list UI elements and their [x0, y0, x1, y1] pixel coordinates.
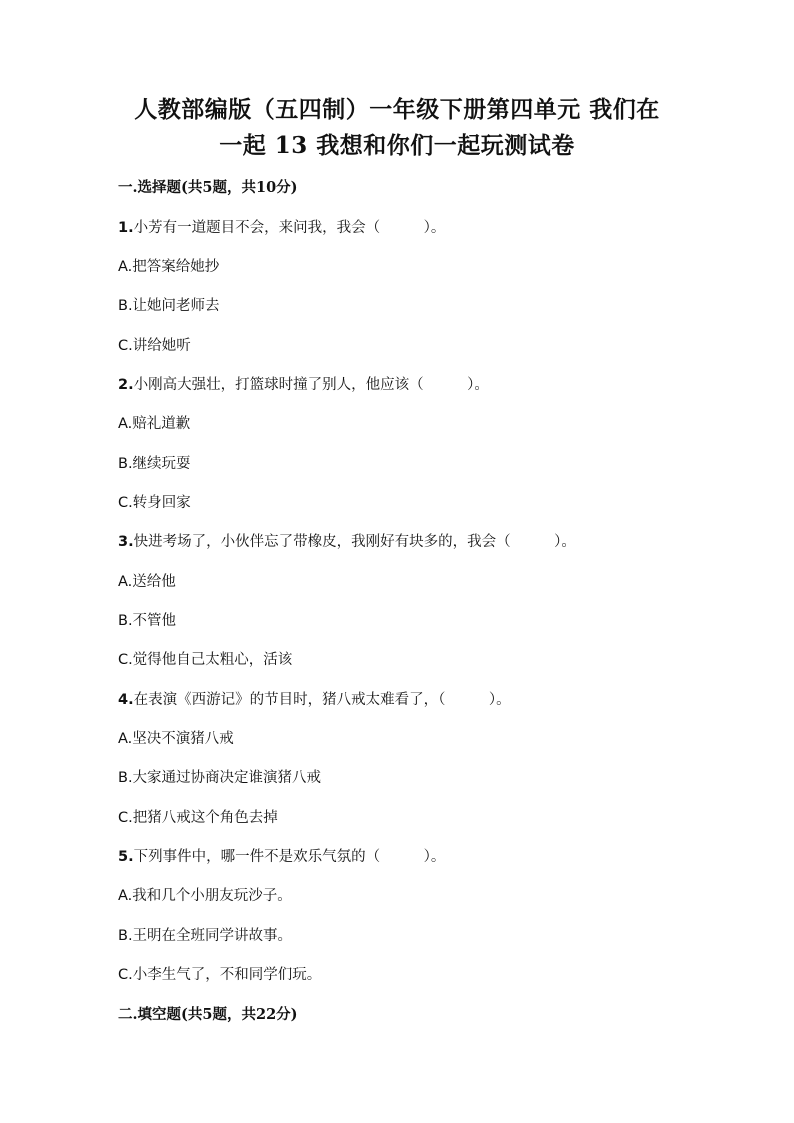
question-stem: 快进考场了，小伙伴忘了带橡皮，我刚好有块多的，我会（ ）。 — [133, 534, 576, 550]
question-stem: 小芳有一道题目不会，来问我，我会（ ）。 — [133, 220, 446, 236]
question-2 — [118, 375, 489, 395]
question-4-option-b: B.大家通过协商决定谁演猪八戒 — [118, 770, 322, 786]
question-2-option-b: B.继续玩耍 — [118, 456, 191, 472]
question-3-option-a: A.送给他 — [118, 574, 176, 590]
question-5-option-c: C.小李生气了，不和同学们玩。 — [118, 967, 322, 983]
question-number: 3. — [118, 534, 134, 550]
question-stem: 下列事件中，哪一件不是欢乐气氛的（ ）。 — [133, 849, 446, 865]
question-stem: 小刚高大强壮，打篮球时撞了别人，他应该（ ）。 — [133, 377, 489, 393]
question-3 — [118, 532, 576, 552]
question-number: 5. — [118, 849, 134, 865]
question-1-option-c: C.讲给她听 — [118, 338, 191, 354]
question-3-option-b: B.不管他 — [118, 613, 177, 629]
question-4-option-a: A.坚决不演猪八戒 — [118, 731, 234, 747]
exam-title-line-2: 一起 13 我想和你们一起玩测试卷 — [219, 132, 575, 159]
section-heading-choice: 一.选择题(共5题，共10分) — [118, 179, 298, 196]
question-5 — [118, 847, 445, 867]
question-1-option-b: B.让她问老师去 — [118, 298, 220, 314]
question-4-option-c: C.把猪八戒这个角色去掉 — [118, 810, 278, 826]
question-1 — [118, 218, 445, 238]
question-2-option-a: A.赔礼道歉 — [118, 416, 191, 432]
question-3-option-c: C.觉得他自己太粗心，活该 — [118, 652, 293, 668]
exam-title-line-1: 人教部编版（五四制）一年级下册第四单元 我们在 — [134, 96, 660, 123]
question-2-option-c: C.转身回家 — [118, 495, 191, 511]
section-heading-fill-in: 二.填空题(共5题，共22分) — [118, 1006, 298, 1023]
question-1-option-a: A.把答案给她抄 — [118, 259, 220, 275]
question-number: 1. — [118, 220, 134, 236]
exam-title — [60, 92, 734, 164]
question-number: 4. — [118, 692, 134, 708]
question-number: 2. — [118, 377, 134, 393]
question-5-option-a: A.我和几个小朋友玩沙子。 — [118, 888, 292, 904]
question-stem: 在表演《西游记》的节目时，猪八戒太难看了，（ ）。 — [133, 692, 511, 708]
question-5-option-b: B.王明在全班同学讲故事。 — [118, 928, 293, 944]
question-4 — [118, 690, 511, 710]
